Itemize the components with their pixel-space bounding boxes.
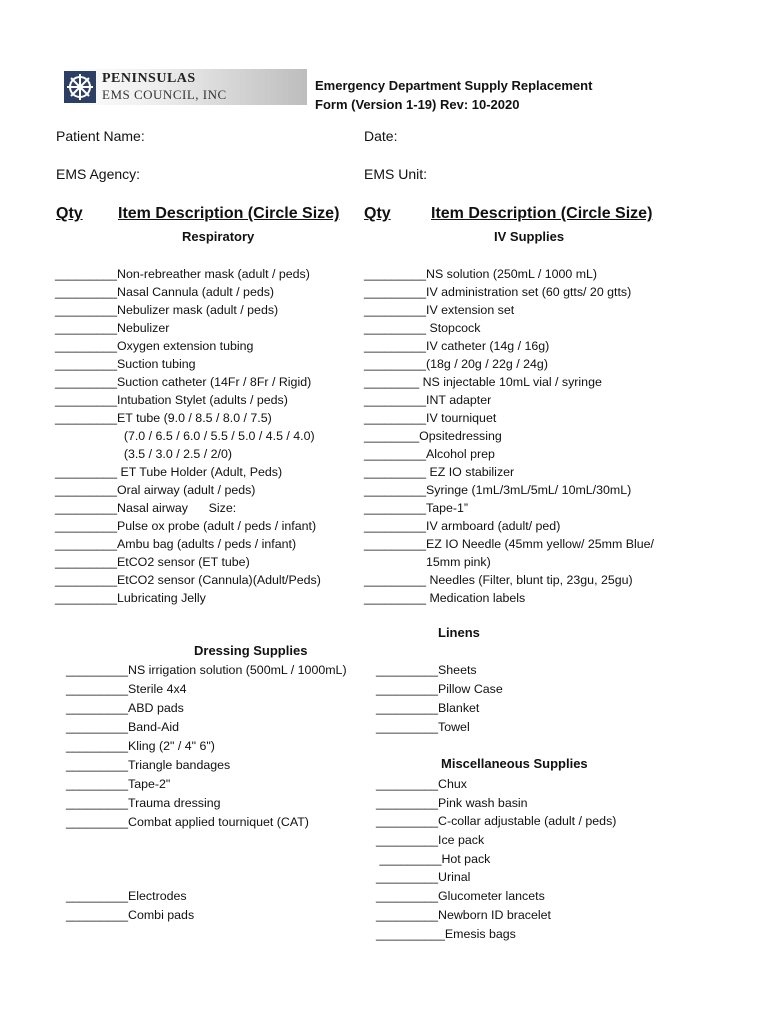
misc-item[interactable]: _________Pink wash basin: [376, 795, 528, 810]
iv-item[interactable]: _________(18g / 20g / 22g / 24g): [364, 357, 548, 371]
ems-agency-label: EMS Agency:: [56, 166, 141, 182]
form-title-line1: Emergency Department Supply Replacement: [315, 78, 593, 93]
dressing-item[interactable]: _________Combat applied tourniquet (CAT): [66, 815, 309, 829]
dressing-list: [66, 661, 347, 832]
respiratory-item[interactable]: _________EtCO2 sensor (ET tube): [55, 555, 250, 569]
linens-section-title: Linens: [438, 625, 480, 640]
misc-section-title: Miscellaneous Supplies: [441, 756, 588, 771]
iv-item[interactable]: _________IV catheter (14g / 16g): [364, 339, 550, 353]
dressing-item[interactable]: _________NS irrigation solution (500mL / 1000mL): [66, 663, 347, 677]
misc-list: [376, 775, 616, 943]
respiratory-item-continuation: (3.5 / 3.0 / 2.5 / 2/0): [55, 447, 232, 461]
iv-item[interactable]: _________ EZ IO stabilizer: [364, 465, 515, 479]
iv-item[interactable]: _________ Stopcock: [364, 321, 481, 335]
iv-item[interactable]: _________EZ IO Needle (45mm yellow/ 25mm Blue/: [364, 537, 654, 551]
iv-item[interactable]: _________IV extension set: [364, 303, 515, 317]
dressing-item[interactable]: _________Kling (2" / 4" 6"): [66, 739, 215, 753]
misc-item[interactable]: _________Chux: [376, 777, 467, 791]
peninsulas-logo: [62, 69, 307, 105]
dressing-item[interactable]: _________Combi pads: [66, 908, 195, 922]
form-title-line2: Form (Version 1-19) Rev: 10-2020: [315, 97, 520, 112]
misc-item[interactable]: _________Ice pack: [376, 833, 485, 848]
linens-item[interactable]: _________Blanket: [376, 701, 480, 715]
respiratory-item[interactable]: _________Nasal Cannula (adult / peds): [55, 285, 275, 299]
iv-item[interactable]: ________ NS injectable 10mL vial / syringe: [364, 375, 602, 389]
dressing-item[interactable]: _________Tape-2": [66, 777, 171, 791]
ship-wheel-icon: [64, 71, 96, 103]
iv-item[interactable]: _________IV armboard (adult/ ped): [364, 519, 561, 533]
iv-item[interactable]: _________Tape-1”: [364, 501, 469, 515]
iv-supplies-list: [364, 265, 654, 607]
respiratory-item[interactable]: _________Oxygen extension tubing: [55, 339, 254, 353]
iv-item[interactable]: _________Syringe (1mL/3mL/5mL/ 10mL/30mL): [364, 483, 632, 497]
dressing-section-title: Dressing Supplies: [194, 643, 308, 658]
respiratory-item[interactable]: _________ET tube (9.0 / 8.5 / 8.0 / 7.5): [55, 411, 272, 425]
logo-text-line1: PENINSULAS: [102, 71, 196, 86]
dressing-item[interactable]: _________Triangle bandages: [66, 758, 231, 772]
iv-item[interactable]: _________ Needles (Filter, blunt tip, 23gu, 25gu): [364, 573, 633, 587]
ems-unit-label: EMS Unit:: [364, 166, 428, 182]
misc-item[interactable]: _________Glucometer lancets: [376, 889, 545, 904]
respiratory-item[interactable]: _________Nasal airway Size:: [55, 501, 237, 515]
misc-item[interactable]: _________Urinal: [376, 870, 471, 885]
dressing-item[interactable]: _________ABD pads: [66, 701, 184, 715]
iv-item[interactable]: _________NS solution (250mL / 1000 mL): [364, 267, 598, 281]
misc-item[interactable]: _________C-collar adjustable (adult / peds): [376, 814, 617, 829]
left-qty-header: Qty: [56, 205, 83, 222]
dressing-item[interactable]: _________Band-Aid: [66, 720, 179, 734]
respiratory-item[interactable]: _________Lubricating Jelly: [55, 591, 206, 605]
dressing-item[interactable]: _________Sterile 4x4: [66, 682, 187, 696]
linens-item[interactable]: _________Pillow Case: [376, 682, 503, 696]
respiratory-item[interactable]: _________Pulse ox probe (adult / peds / infant): [55, 519, 317, 533]
linens-list: [376, 661, 503, 737]
iv-item[interactable]: _________IV tourniquet: [364, 411, 497, 425]
linens-item[interactable]: _________Towel: [376, 720, 470, 734]
respiratory-item[interactable]: _________Nebulizer mask (adult / peds): [55, 303, 279, 317]
iv-item[interactable]: _________IV administration set (60 gtts/ 20 gtts): [364, 285, 632, 299]
iv-item[interactable]: ________Opsitedressing: [364, 429, 502, 443]
dressing-item[interactable]: _________Electrodes: [66, 889, 187, 903]
respiratory-section-title: Respiratory: [182, 229, 255, 244]
misc-item[interactable]: _________Newborn ID bracelet: [376, 907, 551, 922]
respiratory-item[interactable]: _________Suction catheter (14Fr / 8Fr / Rigid): [55, 375, 312, 389]
logo-text-line2: EMS COUNCIL, INC: [102, 87, 227, 102]
dressing-list-extra: [66, 887, 194, 925]
respiratory-item[interactable]: _________Oral airway (adult / peds): [55, 483, 256, 497]
iv-item-continuation: 15mm pink): [364, 555, 491, 569]
respiratory-item[interactable]: _________EtCO2 sensor (Cannula)(Adult/Peds): [55, 573, 321, 587]
iv-item[interactable]: _________INT adapter: [364, 393, 492, 407]
misc-item[interactable]: __________Emesis bags: [376, 926, 516, 941]
respiratory-item[interactable]: _________Suction tubing: [55, 357, 196, 371]
misc-item[interactable]: _________Hot pack: [376, 851, 491, 866]
respiratory-list: [55, 265, 321, 607]
right-qty-header: Qty: [364, 205, 391, 222]
respiratory-item[interactable]: _________Ambu bag (adults / peds / infant): [55, 537, 297, 551]
date-label: Date:: [364, 128, 398, 144]
respiratory-item-continuation: (7.0 / 6.5 / 6.0 / 5.5 / 5.0 / 4.5 / 4.0): [55, 429, 315, 443]
respiratory-item[interactable]: _________Nebulizer: [55, 321, 170, 335]
respiratory-item[interactable]: _________Intubation Stylet (adults / peds): [55, 393, 288, 407]
right-description-header: Item Description (Circle Size): [431, 205, 653, 222]
patient-name-label: Patient Name:: [56, 128, 145, 144]
iv-item[interactable]: _________ Medication labels: [364, 591, 526, 605]
form-title: [315, 76, 592, 114]
respiratory-item[interactable]: _________Non-rebreather mask (adult / peds): [55, 267, 310, 281]
linens-item[interactable]: _________Sheets: [376, 663, 477, 677]
left-description-header: Item Description (Circle Size): [118, 205, 340, 222]
iv-section-title: IV Supplies: [494, 229, 565, 244]
iv-item[interactable]: _________Alcohol prep: [364, 447, 495, 461]
respiratory-item[interactable]: _________ ET Tube Holder (Adult, Peds): [55, 465, 283, 479]
dressing-item[interactable]: _________Trauma dressing: [66, 796, 221, 810]
